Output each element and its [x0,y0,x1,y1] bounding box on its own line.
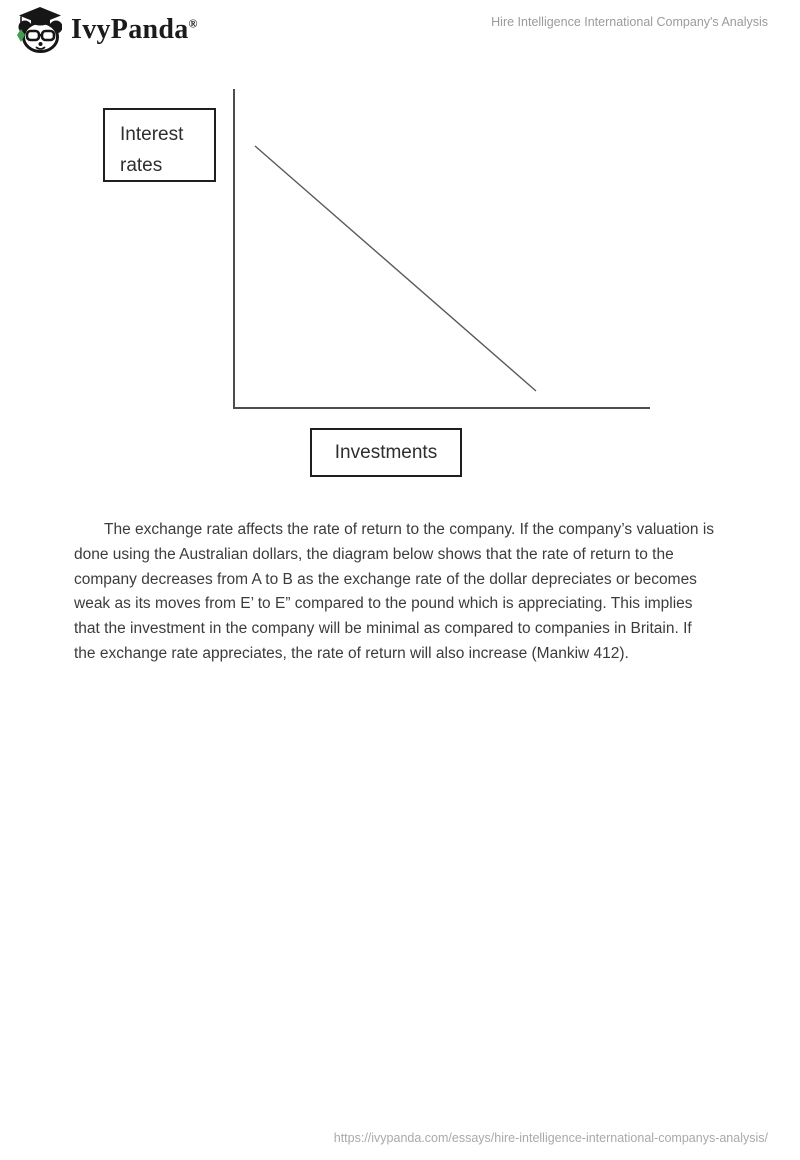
downward-sloping-curve [255,146,536,391]
body-paragraph: The exchange rate affects the rate of return to the company. If the company’s valuation is done using the Australian dollars, the diagram below shows that the rate of return to the company decreases from A to B as the exchange rate of the dollar depreciates or becomes weak as its moves from E’ to E” compared to the pound which is appreciating. This implies that the investment in the company will be minimal as compared to companies in Britain. If the exchange rate appreciates, the rate of return will also increase (Mankiw 412). [74,521,715,662]
y-axis-label-box: Interest rates [103,108,216,182]
brand-name-text: IvyPanda [71,14,189,45]
panda-graduation-cap-icon [14,6,62,54]
brand-name [71,14,198,46]
source-url: https://ivypanda.com/essays/hire-intelligence-international-companys-analysis/ [333,1131,768,1145]
document-title: Hire Intelligence International Company's Analysis [491,15,768,29]
x-axis-label-box: Investments [310,428,462,477]
brand [14,6,198,54]
diagram-figure [0,0,800,500]
registered-trademark-symbol: ® [188,16,198,31]
